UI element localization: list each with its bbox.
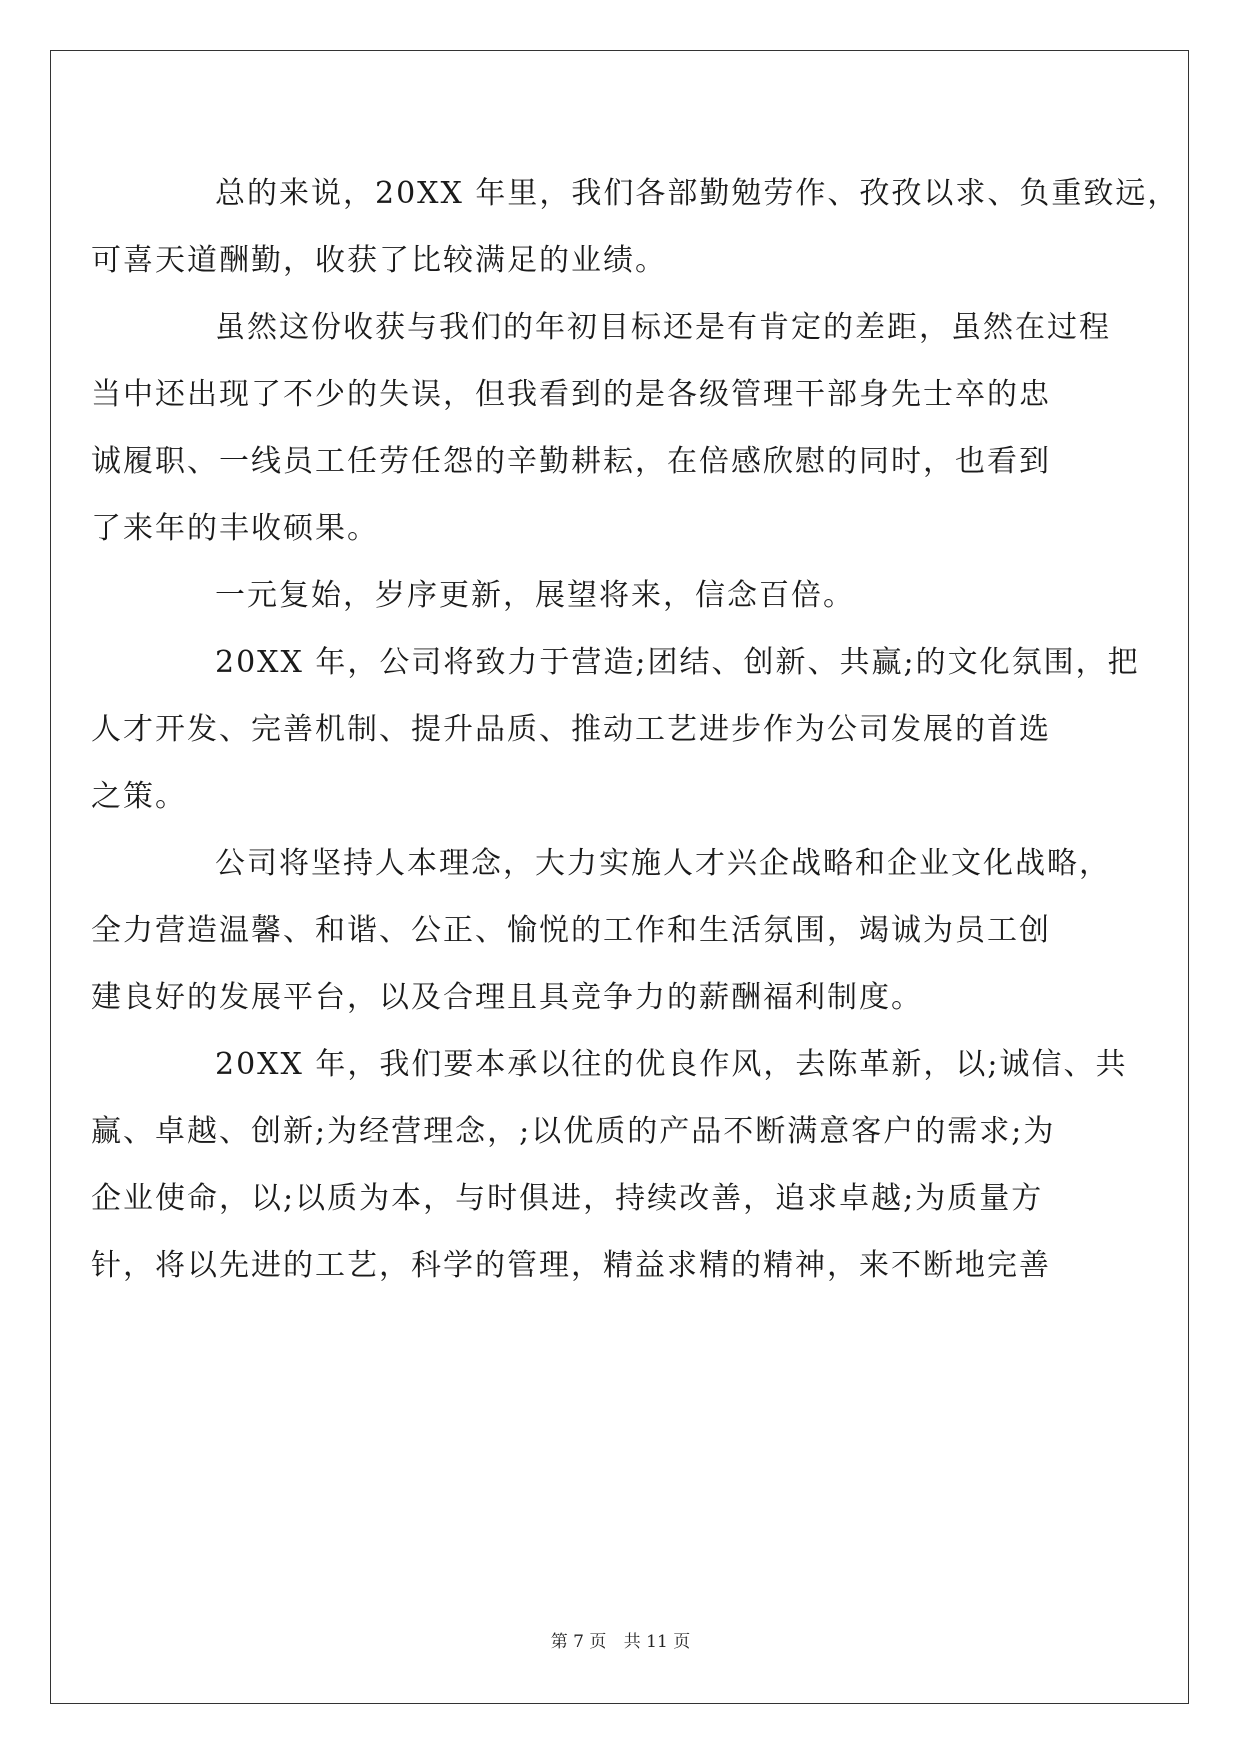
text-line: 可喜天道酬勤，收获了比较满足的业绩。 [91, 243, 667, 278]
text-line: 全力营造温馨、和谐、公正、愉悦的工作和生活氛围，竭诚为员工创 [91, 913, 1051, 948]
paragraph-summary [91, 160, 1180, 294]
text-line: 赢、卓越、创新;为经营理念，;以优质的产品不断满意客户的需求;为 [91, 1114, 1056, 1149]
text-line: 人才开发、完善机制、提升品质、推动工艺进步作为公司发展的首选 [91, 712, 1051, 747]
text-line: 之策。 [91, 779, 187, 814]
text-line: 总的来说，20XX 年里，我们各部勤勉劳作、孜孜以求、负重致远， [215, 176, 1180, 211]
text-line: 建良好的发展平台，以及合理且具竞争力的薪酬福利制度。 [91, 980, 923, 1015]
text-line: 针，将以先进的工艺，科学的管理，精益求精的精神，来不断地完善 [91, 1248, 1051, 1283]
page-footer [0, 1627, 1241, 1652]
text-line: 了来年的丰收硕果。 [91, 511, 379, 546]
paragraph-people [91, 830, 1111, 1031]
text-line: 当中还出现了不少的失误，但我看到的是各级管理干部身先士卒的忠 [91, 377, 1051, 412]
paragraph-culture [91, 629, 1140, 830]
paragraph-mission [91, 1031, 1128, 1299]
text-line: 虽然这份收获与我们的年初目标还是有肯定的差距，虽然在过程 [215, 310, 1111, 345]
text-line: 公司将坚持人本理念，大力实施人才兴企战略和企业文化战略， [215, 846, 1111, 881]
text-line: 一元复始，岁序更新，展望将来，信念百倍。 [215, 578, 855, 613]
text-line: 20XX 年，公司将致力于营造;团结、创新、共赢;的文化氛围，把 [215, 645, 1140, 680]
text-line: 诚履职、一线员工任劳任怨的辛勤耕耘，在倍感欣慰的同时，也看到 [91, 444, 1051, 479]
paragraph-reflection [91, 294, 1111, 562]
page-number: 第 7 页 [550, 1632, 607, 1652]
text-line: 20XX 年，我们要本承以往的优良作风，去陈革新，以;诚信、共 [215, 1047, 1128, 1082]
paragraph-new-year [153, 562, 1103, 629]
document-body [91, 160, 1180, 1299]
page-total: 共 11 页 [623, 1632, 691, 1652]
text-line: 企业使命，以;以质为本，与时俱进，持续改善，追求卓越;为质量方 [91, 1181, 1044, 1216]
